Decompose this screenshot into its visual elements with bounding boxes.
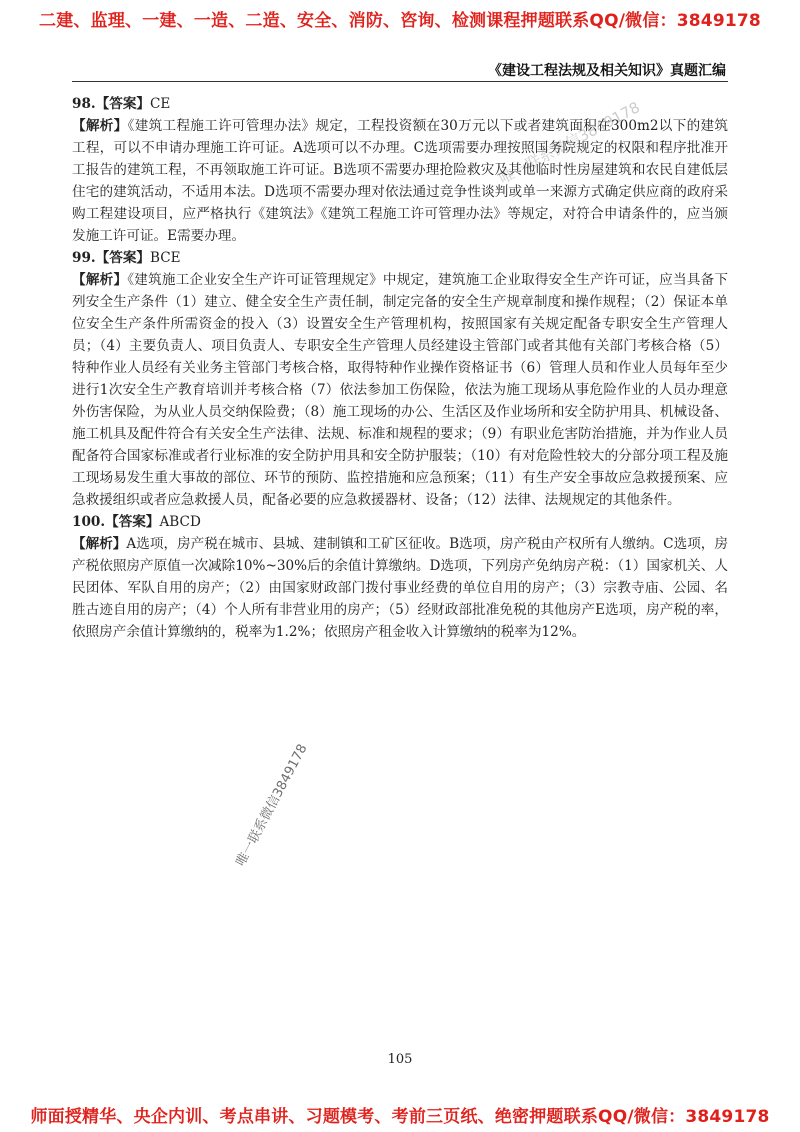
- question-number: 100.: [72, 514, 106, 530]
- analysis-text: 《建筑工程施工许可管理办法》规定，工程投资额在30万元以下或者建筑面积在300m2以下的建筑工程，可以不申请办理施工许可证。A选项可以不办理。C选项需要办理按照国务院规定的权限和程序批准开工报告的建筑工程，不再领取施工许可证。B选项不需要办理抢险救灾及其他临时性房屋建筑和农民自建低层住宅的建筑活动，不适用本法。D选项不需要办理对依法通过竞争性谈判或单一来源方式确定供应商的政府采购工程建设项目，应严格执行《建筑法》《建筑工程施工许可管理办法》等规定，对符合申请条件的，应当颁发施工许可证。E需要办理。: [72, 118, 729, 244]
- answer-label: 【答案】: [95, 250, 151, 266]
- analysis-label: 【解析】: [72, 118, 128, 134]
- analysis-text: A选项，房产税在城市、县城、建制镇和工矿区征收。B选项，房产税由产权所有人缴纳。C选项，房产税依照房产原值一次减除10%~30%后的余值计算缴纳。D选项，下列房产免纳房产税：（1）国家机关、人民团体、军队自用的房产；（2）由国家财政部门拨付事业经费的单位自用的房产；（3）宗教寺庙、公园、名胜古迹自用的房产；（4）个人所有非营业用的房产；（5）经财政部批准免税的其他房产E选项，房产税的率，依照房产余值计算缴纳的，税率为1.2%；依照房产租金收入计算缴纳的税率为12%。: [72, 536, 728, 640]
- question-98-analysis: [72, 115, 728, 247]
- answer-value: CE: [150, 96, 171, 112]
- page-number: 105: [387, 1052, 413, 1067]
- document-body: [72, 93, 728, 643]
- faint-watermark: 唯一联系微信3849178: [495, 98, 643, 188]
- question-number: 98.: [72, 96, 96, 112]
- analysis-label: 【解析】: [72, 272, 128, 288]
- question-number: 99.: [72, 250, 96, 266]
- question-99-analysis: [72, 269, 728, 511]
- question-98-answer-line: [72, 93, 728, 115]
- question-100-answer-line: [72, 511, 728, 533]
- analysis-label: 【解析】: [72, 536, 127, 552]
- question-99-answer-line: [72, 247, 728, 269]
- top-promo-banner: 二建、监理、一建、一造、二造、安全、消防、咨询、检测课程押题联系QQ/微信：3849178: [39, 11, 761, 31]
- bottom-promo-banner: 师面授精华、央企内训、考点串讲、习题模考、考前三页纸、绝密押题联系QQ/微信：3849178: [30, 1107, 770, 1127]
- diagonal-watermark: 唯一联系微信3849178: [233, 741, 311, 869]
- question-100-analysis: [72, 533, 728, 643]
- answer-label: 【答案】: [95, 96, 151, 112]
- running-head-title: 《建设工程法规及相关知识》真题汇编: [488, 63, 726, 79]
- analysis-text: 《建筑施工企业安全生产许可证管理规定》中规定，建筑施工企业取得安全生产许可证，应当具备下列安全生产条件（1）建立、健全安全生产责任制，制定完备的安全生产规章制度和操作规程；（2）保证本单位安全生产条件所需资金的投入（3）设置安全生产管理机构，按照国家有关规定配备专职安全生产管理人员；（4）主要负责人、项目负责人、专职安全生产管理人员经建设主管部门或者其他有关部门考核合格（5）特种作业人员经有关业务主管部门考核合格，取得特种作业操作资格证书（6）管理人员和作业人员每年至少进行1次安全生产教育培训并考核合格（7）依法参加工伤保险，依法为施工现场从事危险作业的人员办理意外伤害保险，为从业人员交纳保险费；（8）施工现场的办公、生活区及作业场所和安全防护用具、机械设备、施工机具及配件符合有关安全生产法律、法规、标准和规程的要求；（9）有职业危害防治措施，并为作业人员配备符合国家标准或者行业标准的安全防护用具和安全防护服装；（10）有对危险性较大的分部分项工程及施工现场易发生重大事故的部位、环节的预防、监控措施和应急预案；（11）有生产安全事故应急救援预案、应急救援组织或者应急救援人员，配备必要的应急救援器材、设备；（12）法律、法规规定的其他条件。: [72, 272, 729, 508]
- answer-label: 【答案】: [105, 514, 160, 530]
- header-divider: [72, 81, 728, 82]
- answer-value: BCE: [150, 250, 181, 266]
- answer-value: ABCD: [159, 514, 201, 530]
